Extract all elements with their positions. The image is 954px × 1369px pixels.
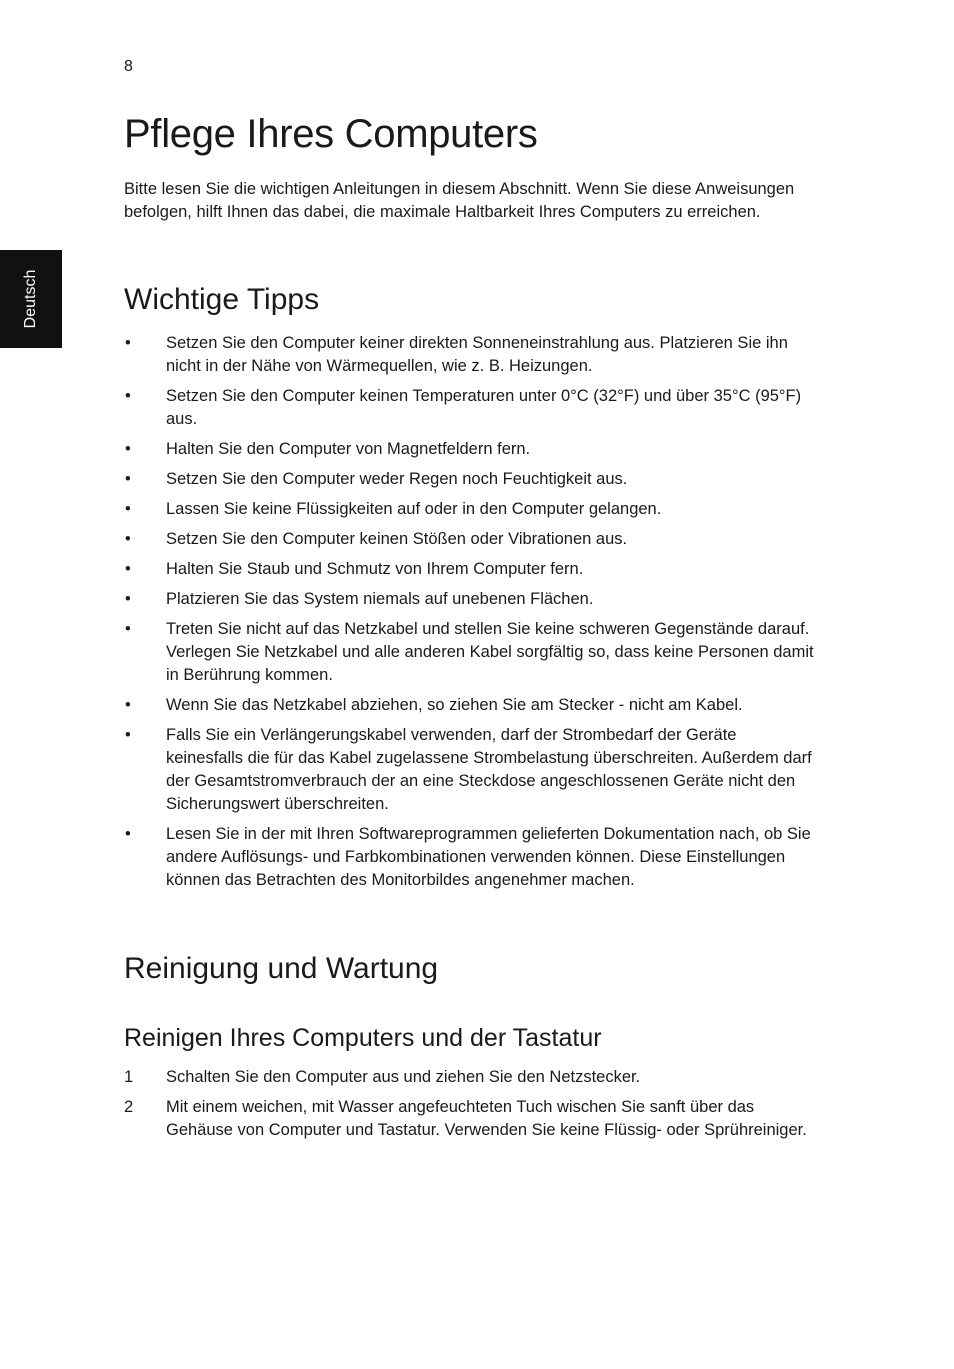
subsection-heading: Reinigen Ihres Computers und der Tastatur xyxy=(124,1024,602,1052)
list-item xyxy=(124,724,814,816)
list-item-text: Halten Sie den Computer von Magnetfeldern fern. xyxy=(166,440,531,458)
list-item-text: Treten Sie nicht auf das Netzkabel und stellen Sie keine schweren Gegenstände darauf. Verlegen Sie Netzkabel und alle anderen Kabel sorgfältig so, dass keine Personen damit in Berührung kommen. xyxy=(166,620,814,684)
list-item xyxy=(124,588,814,611)
step-item xyxy=(124,1066,814,1089)
bullet-marker: • xyxy=(125,440,131,458)
list-item xyxy=(124,823,814,892)
bullet-marker: • xyxy=(125,387,131,405)
step-item xyxy=(124,1096,814,1142)
list-item xyxy=(124,332,814,378)
bullet-marker: • xyxy=(125,334,131,352)
bullet-marker: • xyxy=(125,620,131,638)
list-item xyxy=(124,468,814,491)
list-item-text: Lassen Sie keine Flüssigkeiten auf oder in den Computer gelangen. xyxy=(166,500,662,518)
list-item xyxy=(124,558,814,581)
language-tab-label: Deutsch xyxy=(22,269,39,329)
list-item xyxy=(124,528,814,551)
list-item-text: Platzieren Sie das System niemals auf unebenen Flächen. xyxy=(166,590,594,608)
list-item-text: Wenn Sie das Netzkabel abziehen, so ziehen Sie am Stecker - nicht am Kabel. xyxy=(166,696,743,714)
list-item-text: Setzen Sie den Computer keinen Temperaturen unter 0°C (32°F) und über 35°C (95°F) aus. xyxy=(166,387,802,428)
language-tab xyxy=(0,250,62,348)
list-item xyxy=(124,694,814,717)
bullet-marker: • xyxy=(125,825,131,843)
list-item-text: Setzen Sie den Computer keinen Stößen oder Vibrationen aus. xyxy=(166,530,628,548)
list-item xyxy=(124,385,814,431)
list-item xyxy=(124,438,814,461)
bullet-marker: • xyxy=(125,590,131,608)
step-number: 2 xyxy=(124,1098,134,1116)
step-text: Mit einem weichen, mit Wasser angefeuchteten Tuch wischen Sie sanft über das Gehäuse von Computer und Tastatur. Verwenden Sie keine Flüssig- oder Sprühreiniger. xyxy=(166,1098,807,1139)
list-item xyxy=(124,618,814,687)
tips-list xyxy=(124,332,814,899)
page-title: Pflege Ihres Computers xyxy=(124,112,538,156)
bullet-marker: • xyxy=(125,696,131,714)
list-item-text: Lesen Sie in der mit Ihren Softwareprogrammen gelieferten Dokumentation nach, ob Sie andere Auflösungs- und Farbkombinationen verwenden können. Diese Einstellungen können das Betrachten des Monitorbildes angenehmer machen. xyxy=(166,825,811,889)
intro-paragraph: Bitte lesen Sie die wichtigen Anleitungen in diesem Abschnitt. Wenn Sie diese Anweisungen befolgen, hilft Ihnen das dabei, die maximale Haltbarkeit Ihres Computers zu erreichen. xyxy=(124,180,795,221)
list-item-text: Halten Sie Staub und Schmutz von Ihrem Computer fern. xyxy=(166,560,584,578)
bullet-marker: • xyxy=(125,560,131,578)
list-item xyxy=(124,498,814,521)
section-heading-cleaning: Reinigung und Wartung xyxy=(124,952,439,985)
list-item-text: Setzen Sie den Computer weder Regen noch Feuchtigkeit aus. xyxy=(166,470,628,488)
bullet-marker: • xyxy=(125,726,131,744)
bullet-marker: • xyxy=(125,500,131,518)
step-number: 1 xyxy=(124,1068,134,1086)
list-item-text: Falls Sie ein Verlängerungskabel verwenden, darf der Strombedarf der Geräte keinesfalls die für das Kabel zugelassene Strombelastung überschreiten. Außerdem darf der Gesamtstromverbrauch der an eine Steckdose angeschlossenen Geräte nicht den Sicherungswert überschreiten. xyxy=(166,726,812,813)
bullet-marker: • xyxy=(125,470,131,488)
list-item-text: Setzen Sie den Computer keiner direkten Sonneneinstrahlung aus. Platzieren Sie ihn nicht in der Nähe von Wärmequellen, wie z. B. Heizungen. xyxy=(166,334,788,375)
step-text: Schalten Sie den Computer aus und ziehen Sie den Netzstecker. xyxy=(166,1068,641,1086)
bullet-marker: • xyxy=(125,530,131,548)
page-number: 8 xyxy=(124,58,133,75)
steps-list xyxy=(124,1066,814,1149)
section-heading-tips: Wichtige Tipps xyxy=(124,283,320,316)
